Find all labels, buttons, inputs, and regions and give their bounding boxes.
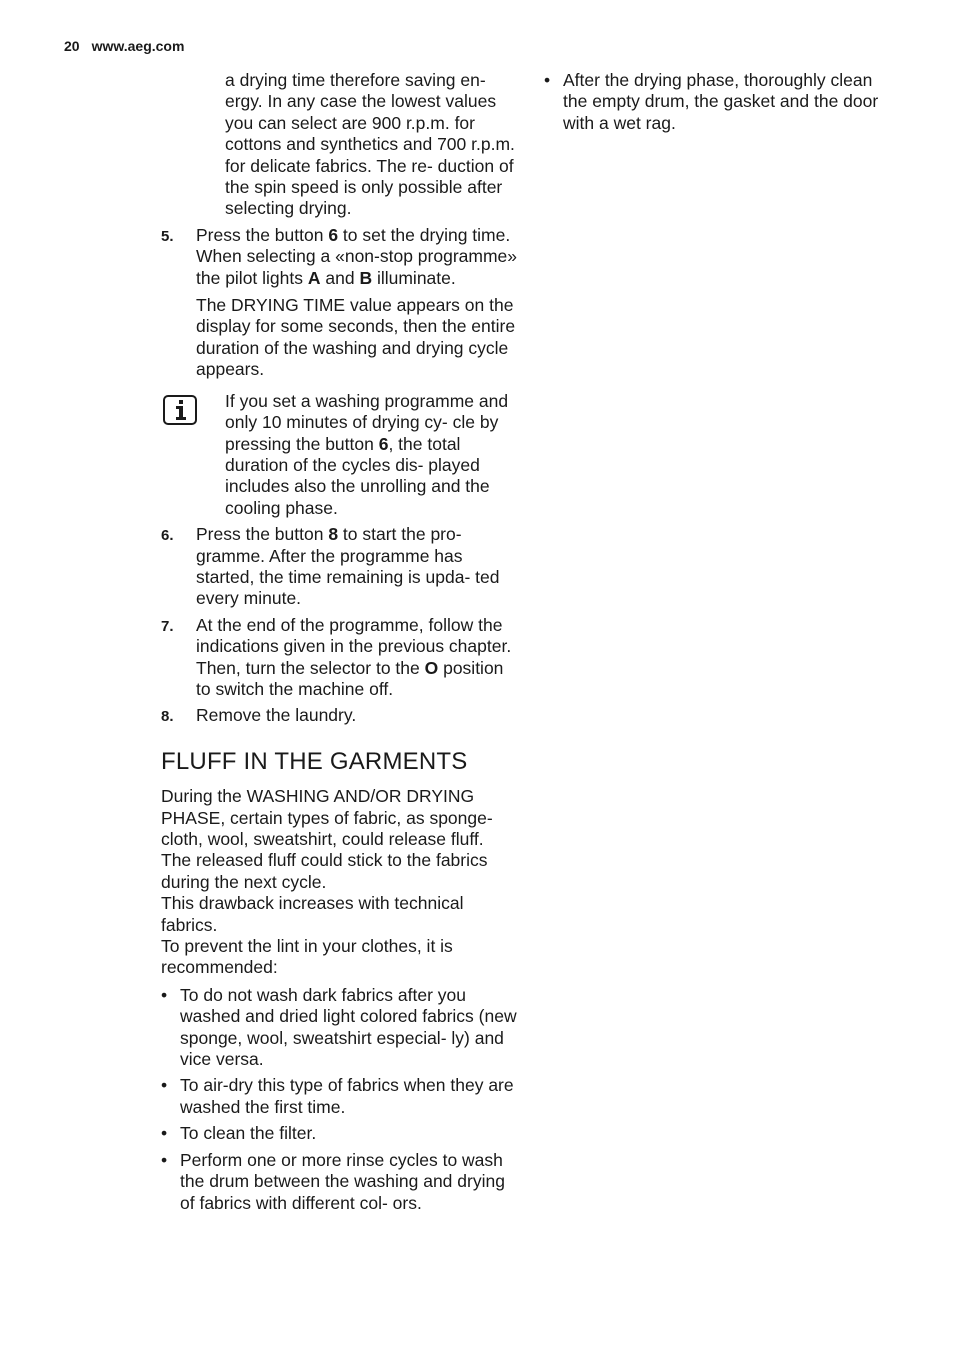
list-item: • To do not wash dark fabrics after you washed and dried light colored fabrics (new sponge, wool, sweatshirt especial- ly) and vice versa.	[161, 985, 517, 1071]
step-number: 5.	[161, 227, 174, 245]
section-title: FLUFF IN THE GARMENTS	[161, 747, 468, 775]
info-text: If you set a washing programme and only 10 minutes of drying cy- cle by pressing the button 6, the total duration of the cycles dis- played includes also the unrolling and the cooling phase.	[225, 390, 509, 518]
paragraph: During the WASHING AND/OR DRYING PHASE, certain types of fabric, as sponge- cloth, wool, sweatshirt, could release fluff. The released fluff could stick to the fabrics during the next cycle.	[161, 786, 493, 892]
continuation-text: a drying time therefore saving en- ergy. In any case the lowest values you can select are 900 r.p.m. for cottons and synthetics and 700 r.p.m. for delicate fabrics. The re- duction of the spin speed is only possible after selecting drying.	[225, 70, 515, 219]
list-item: • Perform one or more rinse cycles to wash the drum between the washing and drying of fabrics with different col- ors.	[161, 1150, 517, 1214]
step-8-text: Remove the laundry.	[196, 705, 357, 726]
paragraph: To prevent the lint in your clothes, it is recommended:	[161, 936, 453, 978]
list-item: • To air-dry this type of fabrics when they are washed the first time.	[161, 1075, 517, 1118]
step-6-text: Press the button 8 to start the pro- gramme. After the programme has started, the time remaining is upda- ted every minute.	[196, 524, 500, 609]
step-5-note: The DRYING TIME value appears on the display for some seconds, then the entire duration of the washing and drying cycle appears.	[196, 295, 516, 380]
step-5-text: Press the button 6 to set the drying time. When selecting a «non-stop programme» the pilot lights A and B illuminate.	[196, 224, 518, 288]
step-5	[161, 225, 517, 381]
right-list	[544, 70, 894, 134]
paragraph: This drawback increases with technical fabrics.	[161, 893, 464, 935]
left-column	[161, 70, 517, 1219]
list-item: • To clean the filter.	[161, 1123, 517, 1144]
step-6	[161, 524, 517, 610]
info-note	[161, 391, 517, 519]
step-number: 8.	[161, 708, 174, 726]
right-column	[544, 70, 894, 139]
step-number: 6.	[161, 527, 174, 545]
website-link[interactable]: www.aeg.com	[91, 38, 185, 54]
step-7-text: At the end of the programme, follow the indications given in the previous chapter. Then, turn the selector to the O position to switch the machine off.	[196, 614, 512, 699]
info-icon	[163, 395, 197, 425]
section-paragraphs	[161, 786, 517, 979]
recommendation-list	[161, 985, 517, 1214]
step-8	[161, 705, 517, 726]
page-number: 20	[64, 38, 80, 54]
list-item: • After the drying phase, thoroughly clean the empty drum, the gasket and the door with a wet rag.	[544, 70, 894, 134]
step-number: 7.	[161, 617, 174, 635]
step-7	[161, 615, 517, 701]
page-header	[64, 38, 184, 54]
